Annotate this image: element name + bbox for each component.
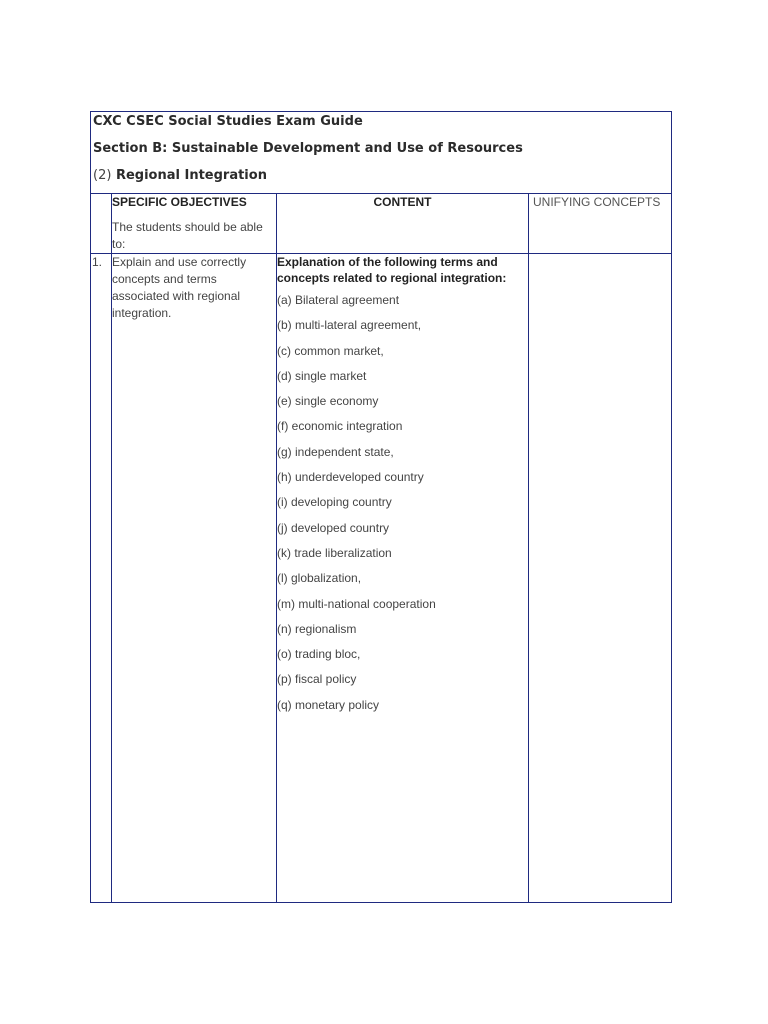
column-divider-content: [528, 193, 529, 902]
term-item: (p) fiscal policy: [277, 672, 357, 687]
term-item: (j) developed country: [277, 520, 390, 535]
term-item: (q) monetary policy: [277, 697, 380, 712]
term-item: (g) independent state,: [277, 444, 394, 459]
term-item: (b) multi-lateral agreement,: [277, 318, 422, 333]
term-item: (a) Bilateral agreement: [277, 293, 400, 307]
syllabus-table: [90, 111, 672, 903]
section-title: Section B: Sustainable Development and Use of Resources: [93, 141, 523, 156]
term-item: (l) globalization,: [277, 571, 362, 586]
term-item: (c) common market,: [277, 343, 384, 358]
term-item: (n) regionalism: [277, 621, 357, 636]
term-item: (d) single market: [277, 368, 367, 383]
topic-name: Regional Integration: [115, 168, 267, 183]
terms-list: [277, 292, 436, 722]
document-title: CXC CSEC Social Studies Exam Guide: [93, 114, 363, 129]
term-item: (o) trading bloc,: [277, 647, 361, 662]
term-item: (e) single economy: [277, 394, 379, 409]
topic-title: [93, 168, 267, 184]
objective-text: Explain and use correctly concepts and terms associated with regional integration.: [112, 255, 247, 320]
header-content: CONTENT: [373, 195, 432, 209]
header-unifying-concepts: UNIFYING CONCEPTS: [533, 195, 661, 209]
term-item: (m) multi-national cooperation: [277, 596, 436, 611]
content-intro: Explanation of the following terms and concepts related to regional integration:: [277, 255, 507, 285]
term-item: (k) trade liberalization: [277, 545, 392, 560]
term-item: (i) developing country: [277, 495, 392, 510]
term-item: (f) economic integration: [277, 419, 403, 434]
row-number: 1.: [92, 255, 103, 269]
header-specific-objectives: SPECIFIC OBJECTIVES: [112, 195, 247, 209]
topic-number: (2): [93, 168, 112, 183]
term-item: (h) underdeveloped country: [277, 470, 424, 485]
objectives-intro: The students should be able to:: [112, 220, 263, 251]
